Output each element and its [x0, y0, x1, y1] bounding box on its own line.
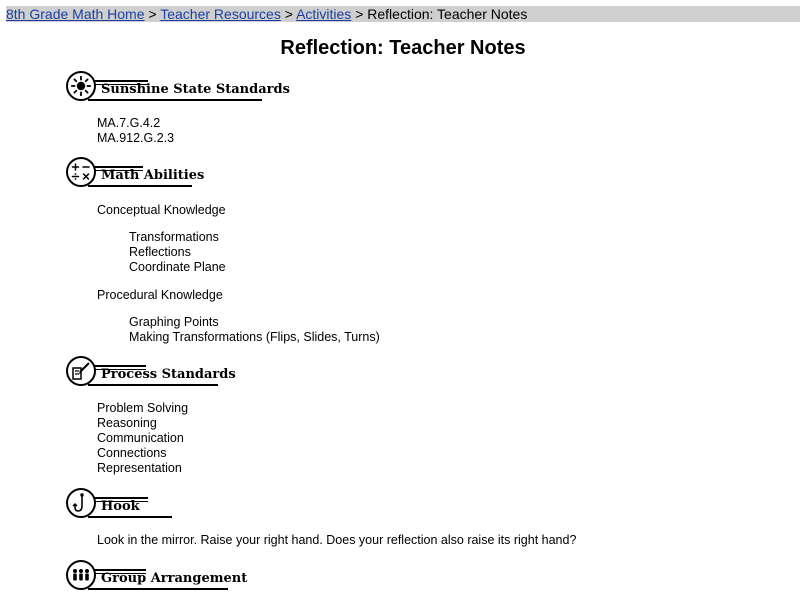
breadcrumb-link-activities[interactable]: Activities — [296, 6, 352, 22]
breadcrumb-separator: > — [148, 6, 157, 22]
list-item: Reasoning — [97, 416, 157, 430]
breadcrumb-separator: > — [284, 6, 293, 22]
section-label-hook: Hook — [101, 499, 140, 514]
section-label-process-standards: Process Standards — [101, 367, 236, 382]
list-item: Graphing Points — [129, 315, 219, 329]
breadcrumb-current: Reflection: Teacher Notes — [367, 6, 528, 22]
section-header-sunshine-standards — [66, 71, 366, 105]
standard-item: MA.7.G.4.2 — [97, 116, 161, 130]
process-icon — [66, 356, 96, 386]
list-item: Transformations — [129, 230, 219, 244]
section-header-process-standards — [66, 356, 366, 390]
hook-text: Look in the mirror. Raise your right hand. Does your reflection also raise its right hand? — [97, 533, 577, 547]
section-header-math-abilities — [66, 157, 366, 191]
list-item: Coordinate Plane — [129, 260, 226, 274]
knowledge-heading-conceptual: Conceptual Knowledge — [97, 203, 226, 217]
breadcrumb-link-home[interactable]: 8th Grade Math Home — [6, 6, 145, 22]
section-label-sunshine-standards: Sunshine State Standards — [101, 82, 290, 97]
breadcrumb — [6, 6, 800, 22]
knowledge-heading-procedural: Procedural Knowledge — [97, 288, 223, 302]
section-header-hook — [66, 488, 366, 522]
list-item: Reflections — [129, 245, 191, 259]
section-label-math-abilities: Math Abilities — [101, 168, 205, 183]
list-item: Making Transformations (Flips, Slides, Turns) — [129, 330, 380, 344]
section-label-group-arrangement: Group Arrangement — [101, 571, 248, 586]
list-item: Connections — [97, 446, 167, 460]
standard-item: MA.912.G.2.3 — [97, 131, 175, 145]
page-title: Reflection: Teacher Notes — [280, 37, 526, 59]
math-operations-icon — [66, 157, 96, 187]
list-item: Problem Solving — [97, 401, 189, 415]
sun-icon — [66, 71, 96, 101]
people-group-icon — [66, 560, 96, 590]
list-item: Representation — [97, 461, 182, 475]
breadcrumb-separator: > — [355, 6, 364, 22]
breadcrumb-link-teacher-resources[interactable]: Teacher Resources — [160, 6, 281, 22]
list-item: Communication — [97, 431, 184, 445]
fishhook-icon — [66, 488, 96, 518]
section-header-group-arrangement — [66, 560, 366, 594]
